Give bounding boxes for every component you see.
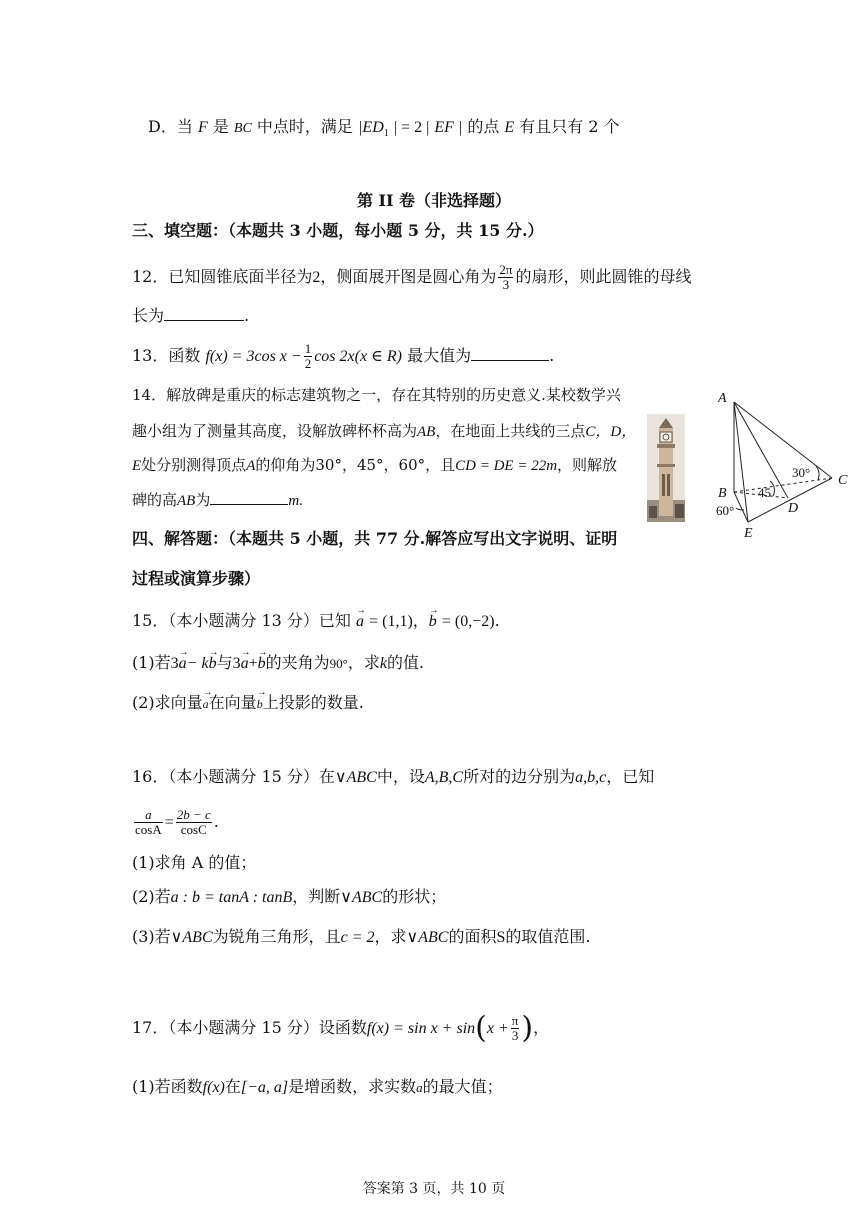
question-15-part1 [132, 652, 424, 675]
text: 上投影的数量. [262, 693, 364, 712]
label-e: E [744, 526, 753, 541]
ratio-expression: a : b = tanA : tanB [170, 889, 293, 906]
vector-b: → b [257, 693, 263, 715]
answer-blank [164, 304, 244, 321]
q14-text: 碑的高 [132, 491, 178, 509]
q12-fraction [498, 263, 513, 292]
segment-ad [734, 402, 788, 498]
question-15 [132, 608, 500, 634]
fraction-numerator: 2b − c [176, 807, 211, 822]
q14-text: ，在地面上共线的三点 [435, 422, 586, 440]
question-16-part2 [132, 886, 446, 909]
var-cd: C，D， [585, 424, 637, 440]
question-16-part1: (1)求角 A 的值； [132, 853, 257, 872]
question-14-line1: 14．解放碑是重庆的标志建筑物之一，存在其特别的历史意义.某校数学兴 [132, 386, 621, 404]
text: 的面积 [448, 927, 497, 946]
vector-b: → b [209, 653, 217, 675]
label-a: A [718, 391, 727, 406]
q16-part3-label: (3)若∨ [132, 927, 183, 946]
fraction-denominator: 3 [502, 277, 510, 292]
equals: = [164, 814, 174, 831]
text: 的最大值； [422, 1077, 503, 1096]
question-14-line2 [132, 420, 636, 443]
triangle-abc: ABC [418, 929, 449, 946]
var-ab: AB [417, 424, 436, 440]
text: 在 [224, 1077, 241, 1096]
abs-bar: | [459, 119, 463, 136]
section3-heading: 三、填空题：（本题共 3 小题，每小题 5 分，共 15 分.） [132, 221, 544, 240]
equation-part: | = 2 | [393, 119, 430, 136]
period: . [494, 611, 500, 630]
label-c: C [838, 473, 848, 488]
vector-a: → a [179, 653, 187, 675]
var-e: E [132, 458, 142, 474]
q14-text: 的仰角为30°，45°，60°，且 [255, 456, 456, 474]
vector-a: → a [203, 693, 209, 715]
question-13 [132, 340, 554, 372]
q16-label: 16．（本小题满分 15 分）在∨ [132, 767, 347, 786]
geometry-figure [712, 386, 862, 542]
q17-fraction [511, 1014, 520, 1043]
part2-title: 第 II 卷（非选择题） [356, 191, 512, 210]
q12-text: 12．已知圆锥底面半径为 [132, 267, 313, 286]
fraction-a-cosa [134, 808, 163, 837]
text: 的形状； [382, 887, 447, 906]
label-angle-30: 30° [792, 465, 811, 480]
coefficient: 3 [232, 655, 241, 672]
text: 是增函数，求实数 [288, 1077, 417, 1096]
period: . [549, 346, 555, 365]
label-d: D [788, 501, 799, 516]
fraction-2bc-cosc [176, 808, 212, 837]
fraction-numerator: a [134, 808, 163, 823]
var-ef: EF [434, 119, 454, 136]
vector-a: → a [241, 653, 249, 675]
q13-fraction [304, 342, 313, 371]
q17-expression: f(x) = sin x + sin [366, 1020, 476, 1037]
expression: − k [186, 655, 209, 672]
q14-condition: CD = DE = 22m [455, 458, 558, 474]
vector-b: → b [258, 653, 266, 675]
q14-text: ，则解放 [557, 456, 618, 474]
var-f: F [197, 119, 208, 136]
text: 所对的边分别为 [463, 767, 576, 786]
vector-b: → b [429, 609, 437, 635]
answer-blank [210, 488, 288, 505]
text: 的夹角为 [265, 653, 330, 672]
var-a: a [416, 1080, 423, 1095]
segment-ac [734, 402, 832, 478]
text: ，求 [347, 653, 380, 672]
tower-photo [647, 414, 685, 522]
question-16 [132, 766, 654, 789]
label-b: B [718, 486, 727, 501]
sides-abc: a,b,c [575, 769, 607, 786]
section4-heading-line2: 过程或演算步骤） [132, 569, 261, 588]
q14-text: 为 [195, 491, 211, 509]
var-ab: AB [177, 493, 196, 509]
fraction-denominator: cosC [180, 822, 207, 837]
q14-text: 处分别测得顶点 [141, 456, 247, 474]
plus: + [248, 655, 258, 672]
section4-heading-line1: 四、解答题：（本题共 5 小题，共 77 分.解答应写出文字说明、证明 [132, 529, 618, 548]
text: 的值. [386, 653, 425, 672]
text: 与 [216, 653, 233, 672]
var-k: k [379, 655, 387, 672]
option-d [148, 116, 620, 145]
fraction-denominator: cosA [135, 822, 162, 837]
q13-label: 13．函数 [132, 346, 201, 365]
page-footer: 答案第 3 页，共 10 页 [362, 1181, 506, 1197]
q15-part2-label: (2)求向量 [132, 693, 203, 712]
interval: [−a, a] [240, 1079, 289, 1096]
triangle-abc: ABC [346, 769, 377, 786]
var-e: E [504, 119, 515, 136]
fraction-denominator: 3 [511, 1028, 519, 1043]
q12-text: 的扇形，则此圆锥的母线 [515, 267, 692, 286]
question-12-line2 [132, 304, 249, 327]
triangle-abc: ABC [352, 889, 383, 906]
coefficient: 3 [170, 655, 179, 672]
question-12 [132, 262, 691, 292]
comma: ， [533, 1018, 550, 1037]
q13-expression: f(x) = 3cos x − [205, 348, 302, 365]
var-s: S [496, 929, 506, 946]
text: 有且只有 2 个 [519, 117, 620, 136]
q15-label: 15．（本小题满分 13 分）已知 [132, 611, 351, 630]
fraction-numerator: π [511, 1013, 519, 1028]
segment-ae [734, 402, 748, 522]
option-d-prefix: D．当 [148, 117, 193, 136]
unit-m: m. [288, 493, 303, 509]
text: 是 [212, 117, 229, 136]
answer-blank [471, 344, 549, 361]
q12-text: 长为 [132, 306, 165, 325]
q13-expression: cos 2x(x ∈ R) [314, 348, 403, 365]
q17-label: 17．（本小题满分 15 分）设函数 [132, 1018, 367, 1037]
text: ，判断∨ [292, 887, 352, 906]
vector-a: → a [356, 609, 364, 635]
q13-text: 最大值为 [407, 346, 472, 365]
text: 在向量 [208, 693, 257, 712]
text: 为锐角三角形，且 [212, 927, 341, 946]
angles-abc: A,B,C [424, 769, 464, 786]
triangle-abc: ABC [182, 929, 213, 946]
text: 中，设 [376, 767, 425, 786]
var-a: A [246, 458, 256, 474]
vector-b-value: = (0,−2) [441, 613, 495, 630]
label-angle-60: 60° [716, 503, 735, 518]
text: 的取值范围. [505, 927, 591, 946]
c-equals-2: c = 2 [340, 929, 375, 946]
var-bc: BC [233, 121, 252, 136]
question-15-part2 [132, 692, 364, 715]
fraction-numerator: 2π [499, 262, 513, 277]
text: ，求∨ [374, 927, 419, 946]
text: 的点 [467, 117, 500, 136]
arc-60 [736, 508, 744, 510]
q14-text: 趣小组为了测量其高度，设解放碑杯杯高为 [132, 422, 418, 440]
q12-text: ，侧面展开图是圆心角为 [320, 267, 497, 286]
angle-90: 90° [329, 656, 348, 671]
fraction-denominator: 2 [304, 356, 312, 371]
q15-part1-label: (1)若 [132, 653, 171, 672]
fraction-numerator: 1 [304, 341, 312, 356]
subscript: 1 [383, 128, 389, 140]
question-16-condition [132, 804, 219, 840]
label-angle-45: 45 [758, 485, 771, 500]
question-14-line3 [132, 454, 617, 477]
q17-expression-inner: x + [486, 1020, 509, 1037]
question-17: 17．（本小题满分 15 分）设函数f(x) = sin x + sin(x + $\frac{\pi}{3}$ )， [132, 1010, 550, 1046]
text: 中点时，满足 [256, 117, 353, 136]
comma: ， [412, 611, 429, 630]
question-14-line4 [132, 488, 303, 512]
q12-radius: 2 [312, 269, 321, 286]
text: ，已知 [606, 767, 655, 786]
question-16-part3 [132, 926, 590, 949]
question-17-part1 [132, 1076, 503, 1099]
period: . [213, 812, 219, 831]
function-f: f(x) [202, 1079, 225, 1096]
period: . [244, 306, 250, 325]
var-ed1: |ED [358, 119, 384, 136]
q17-part1-label: (1)若函数 [132, 1077, 203, 1096]
q16-part2-label: (2)若 [132, 887, 171, 906]
vector-a-value: = (1,1) [369, 613, 413, 630]
